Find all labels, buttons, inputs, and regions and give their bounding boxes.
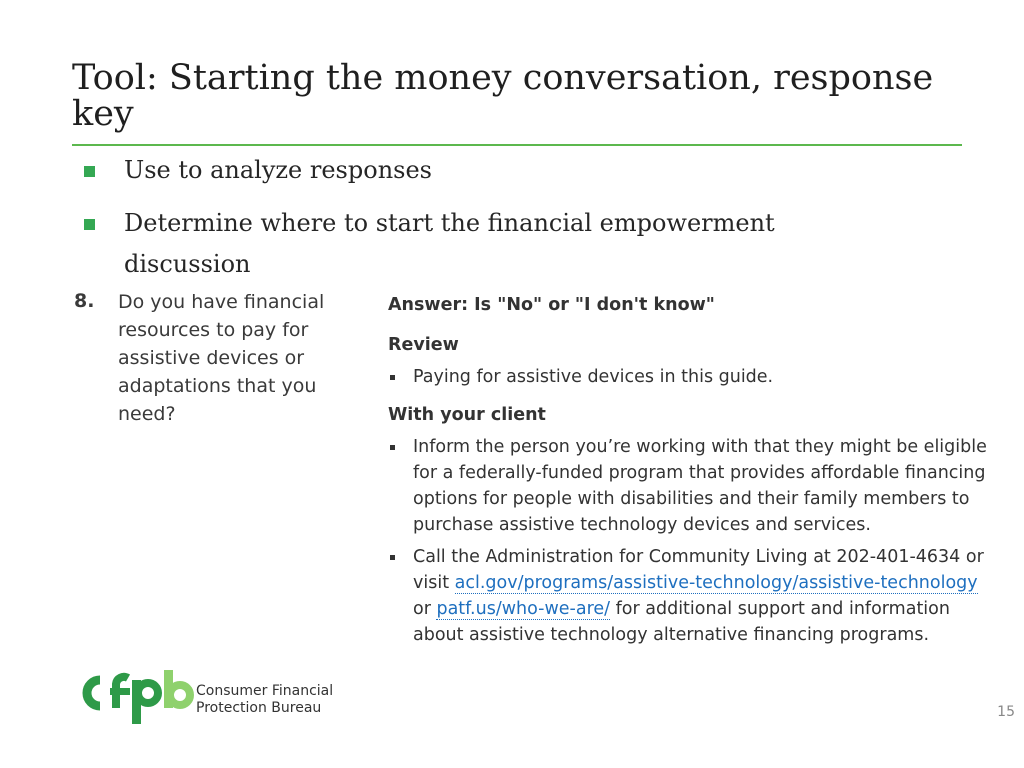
list-square-icon xyxy=(390,445,395,450)
title-divider xyxy=(72,144,962,146)
list-square-icon xyxy=(390,555,395,560)
answer-panel xyxy=(388,292,998,660)
review-label: Review xyxy=(388,335,459,355)
client-item xyxy=(388,544,998,648)
client-label: With your client xyxy=(388,405,546,425)
bullet-list xyxy=(84,150,884,297)
slide-title: Tool: Starting the money conversation, response key xyxy=(72,58,934,134)
review-item-text: Paying for assistive devices in this guide. xyxy=(413,367,774,387)
review-list xyxy=(388,364,998,390)
client-item-text: Inform the person you’re working with that they might be eligible for a federally-funded program that provides affordable financing options for people with disabilities and their family members to purchase assistive technology devices and services. xyxy=(413,437,987,535)
logo-line: Protection Bureau xyxy=(196,700,322,716)
client-item-text: for additional support and information about assistive technology alternative financing programs. xyxy=(413,599,950,645)
patf-link[interactable]: patf.us/who-we-are/ xyxy=(436,599,611,619)
logo-caption xyxy=(196,683,333,717)
client-item-text: Call the Administration for Community Living at 202-401-4634 or visit xyxy=(413,547,984,593)
bullet-square-icon xyxy=(84,219,95,230)
bullet-item xyxy=(84,150,884,191)
bullet-item xyxy=(84,203,884,285)
client-list xyxy=(388,434,998,648)
bullet-text: Use to analyze responses xyxy=(124,156,432,184)
question-text: Do you have financial resources to pay for assistive devices or adaptations that you need? xyxy=(118,291,325,425)
acl-link[interactable]: acl.gov/programs/assistive-technology/assistive-technology xyxy=(454,573,978,593)
bullet-square-icon xyxy=(84,166,95,177)
page-number: 15 xyxy=(997,704,1015,720)
bullet-text: Determine where to start the financial empowerment discussion xyxy=(124,209,775,278)
logo-line: Consumer Financial xyxy=(196,683,334,699)
question-number: 8. xyxy=(74,290,95,312)
client-item xyxy=(388,434,998,538)
answer-heading: Answer: Is "No" or "I don't know" xyxy=(388,295,715,315)
review-item xyxy=(388,364,998,390)
client-item-text: or xyxy=(413,599,437,619)
list-square-icon xyxy=(390,375,395,380)
